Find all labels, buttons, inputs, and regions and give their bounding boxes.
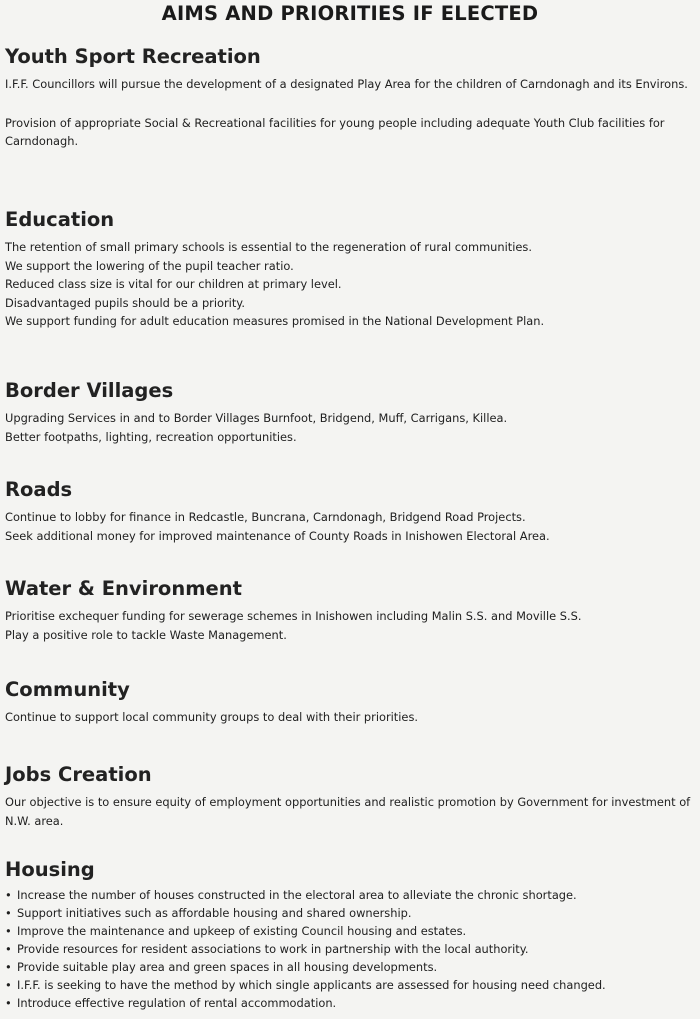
section-heading: Water & Environment (5, 577, 242, 600)
section-heading: Housing (5, 858, 95, 881)
section-jobs-creation (5, 763, 695, 830)
section-border-villages (5, 379, 695, 446)
bullet-icon: • (5, 924, 12, 938)
paragraph: I.F.F. Councillors will pursue the development of a designated Play Area for the children of Carndonagh and its Environs. (5, 77, 688, 91)
section-youth-sport-recreation (5, 45, 695, 151)
text-line: Better footpaths, lighting, recreation opportunities. (5, 429, 297, 444)
bullet-icon: • (5, 960, 12, 974)
section-heading: Border Villages (5, 379, 174, 402)
section-heading: Community (5, 678, 130, 701)
list-item: • Increase the number of houses constructed in the electoral area to alleviate the chronic shortage. (5, 888, 577, 902)
section-heading: Education (5, 208, 115, 231)
section-heading: Jobs Creation (5, 763, 152, 786)
list-item: • Support initiatives such as affordable housing and shared ownership. (5, 906, 412, 920)
section-housing (5, 858, 695, 1012)
section-water-environment (5, 577, 695, 644)
section-education (5, 208, 695, 331)
text-line: The retention of small primary schools is essential to the regeneration of rural communities. (5, 240, 532, 254)
section-roads (5, 478, 695, 545)
bullet-icon: • (5, 978, 12, 992)
text-line: We support the lowering of the pupil teacher ratio. (5, 258, 294, 273)
list-item: • Provide resources for resident associations to work in partnership with the local authority. (5, 942, 529, 956)
bullet-icon: • (5, 996, 12, 1010)
bullet-icon: • (5, 906, 12, 920)
text-line: Play a positive role to tackle Waste Management. (5, 627, 287, 642)
list-item: • I.F.F. is seeking to have the method by which single applicants are assessed for housing need changed. (5, 978, 606, 992)
text-line: Continue to lobby for finance in Redcastle, Buncrana, Carndonagh, Bridgend Road Projects. (5, 510, 526, 524)
list-item: • Provide suitable play area and green spaces in all housing developments. (5, 960, 438, 974)
list-item: • Introduce effective regulation of rental accommodation. (5, 996, 337, 1010)
section-heading: Roads (5, 478, 73, 501)
bullet-icon: • (5, 942, 12, 956)
text-line: Continue to support local community groups to deal with their priorities. (5, 710, 418, 724)
text-line: Seek additional money for improved maintenance of County Roads in Inishowen Electoral Area. (5, 528, 550, 543)
list-item: • Improve the maintenance and upkeep of existing Council housing and estates. (5, 924, 467, 938)
section-heading: Youth Sport Recreation (5, 45, 261, 68)
text-line: Prioritise exchequer funding for sewerage schemes in Inishowen including Malin S.S. and Moville S.S. (5, 609, 582, 623)
text-line: Upgrading Services in and to Border Villages Burnfoot, Bridgend, Muff, Carrigans, Killea. (5, 411, 508, 425)
paragraph: Provision of appropriate Social & Recreational facilities for young people including adequate Youth Club facilities for Carndonagh. (5, 115, 665, 148)
paragraph: Our objective is to ensure equity of employment opportunities and realistic promotion by Government for investment of N.W. area. (5, 795, 691, 828)
text-line: Disadvantaged pupils should be a priority. (5, 295, 246, 310)
text-line: Reduced class size is vital for our children at primary level. (5, 277, 342, 291)
bullet-icon: • (5, 888, 12, 902)
section-community (5, 678, 695, 727)
housing-bullet-list (5, 886, 695, 1012)
text-line: We support funding for adult education measures promised in the National Development Plan. (5, 314, 545, 328)
page-title: AIMS AND PRIORITIES IF ELECTED (161, 2, 539, 25)
